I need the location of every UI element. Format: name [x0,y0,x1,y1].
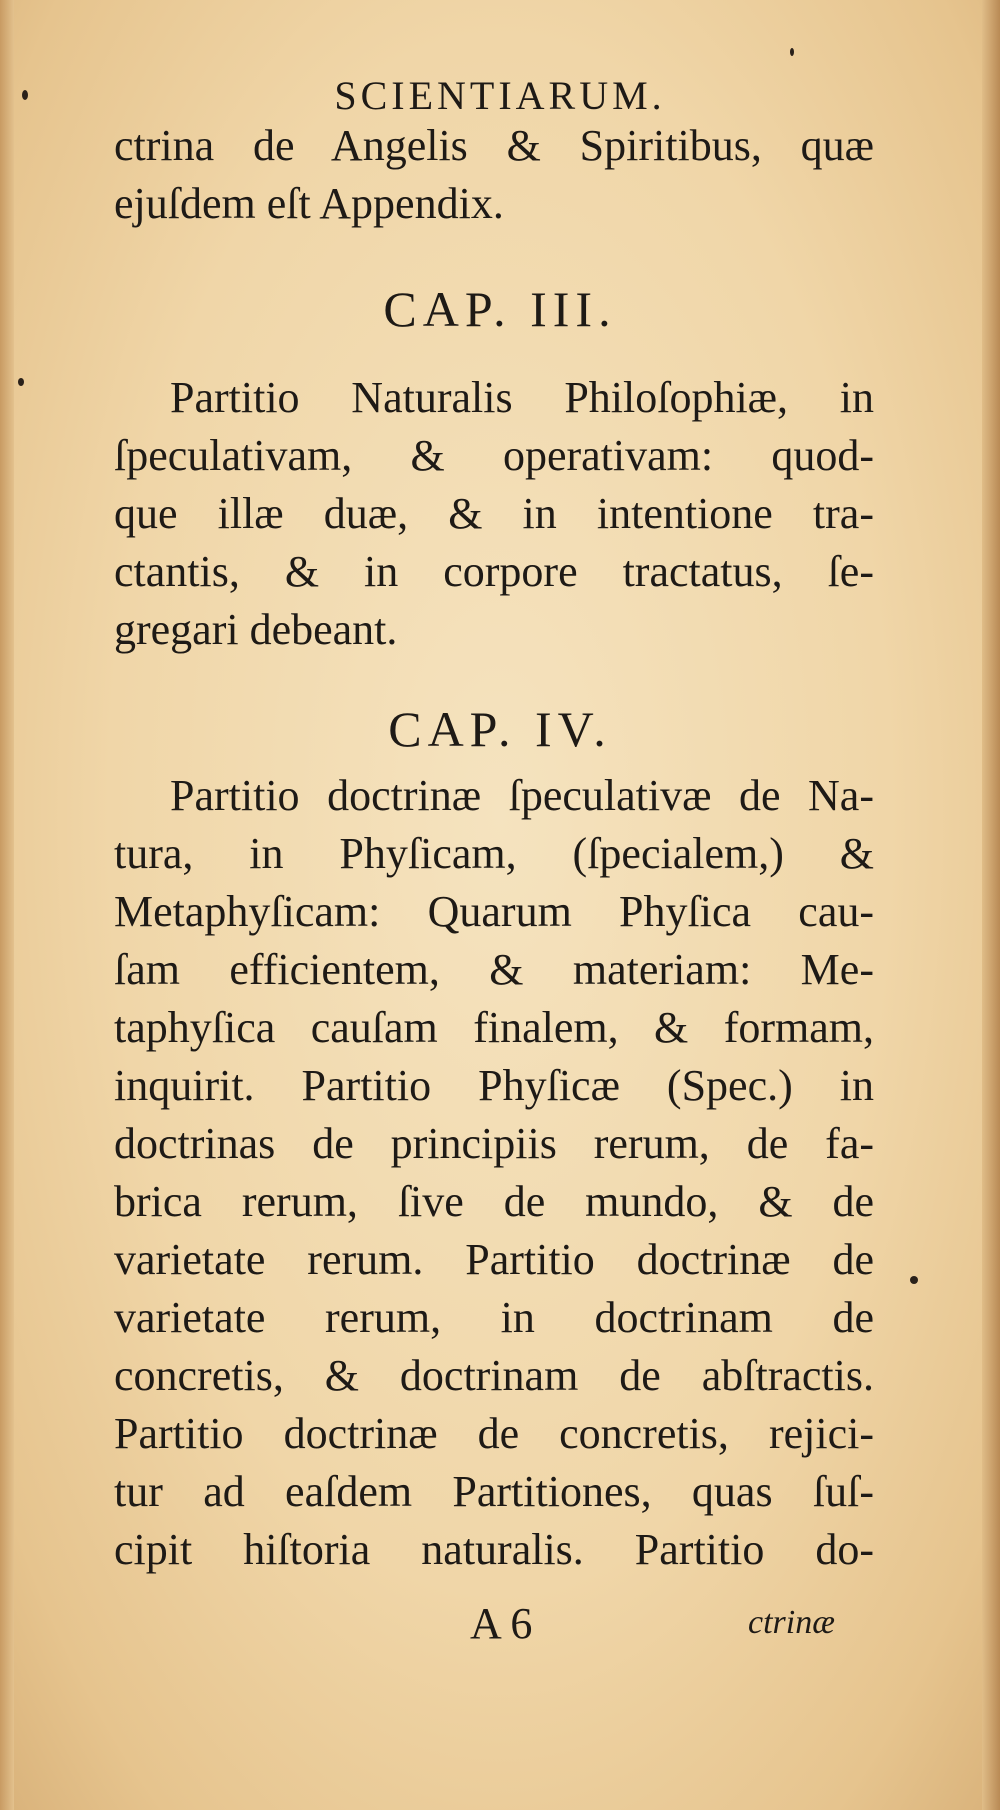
text-line: ejuſdem eſt Appendix. [114,179,504,228]
signature-mark: A 6 [470,1599,533,1648]
page-right-edge [982,0,1000,1810]
text-line: Partitio Naturalis Philoſophiæ, in [170,373,874,422]
chapter-heading: CAP. IV. [388,701,612,757]
text-line: varietate rerum. Partitio doctrinæ de [114,1235,874,1284]
text-line: tura, in Phyſicam, (ſpecialem,) & [114,829,874,878]
text-line: ſpeculativam, & operativam: quod- [114,431,874,480]
catchword: ctrinæ [748,1604,835,1641]
text-line: tur ad eaſdem Partitiones, quas ſuſ- [114,1467,874,1516]
text-line: gregari debeant. [114,605,398,654]
text-line: concretis, & doctrinam de abſtractis. [114,1351,874,1400]
text-line: Metaphyſicam: Quarum Phyſica cau- [114,887,874,936]
text-line: taphyſica cauſam finalem, & formam, [114,1003,874,1052]
text-line: ctrina de Angelis & Spiritibus, quæ [114,121,874,170]
ink-speck [790,48,794,56]
text-line: que illæ duæ, & in intentione tra- [114,489,874,538]
text-line: Partitio doctrinæ de concretis, rejici- [114,1409,874,1458]
text-line: varietate rerum, in doctrinam de [114,1293,874,1342]
text-line: ctantis, & in corpore tractatus, ſe- [114,547,874,596]
page-footer [0,1598,1000,1658]
text-line: inquirit. Partitio Phyſicæ (Spec.) in [114,1061,874,1110]
text-line: ſam efficientem, & materiam: Me- [114,945,874,994]
chapter-heading: CAP. III. [383,281,617,337]
ink-speck [910,1276,918,1284]
page-left-edge [0,0,14,1810]
running-head: SCIENTIARUM. [334,73,666,118]
text-line: Partitio doctrinæ ſpeculativæ de Na- [170,771,874,820]
ink-speck [18,378,24,386]
ink-speck [22,90,28,100]
text-line: cipit hiſtoria naturalis. Partitio do- [114,1525,874,1574]
text-line: doctrinas de principiis rerum, de fa- [114,1119,874,1168]
text-line: brica rerum, ſive de mundo, & de [114,1177,874,1226]
